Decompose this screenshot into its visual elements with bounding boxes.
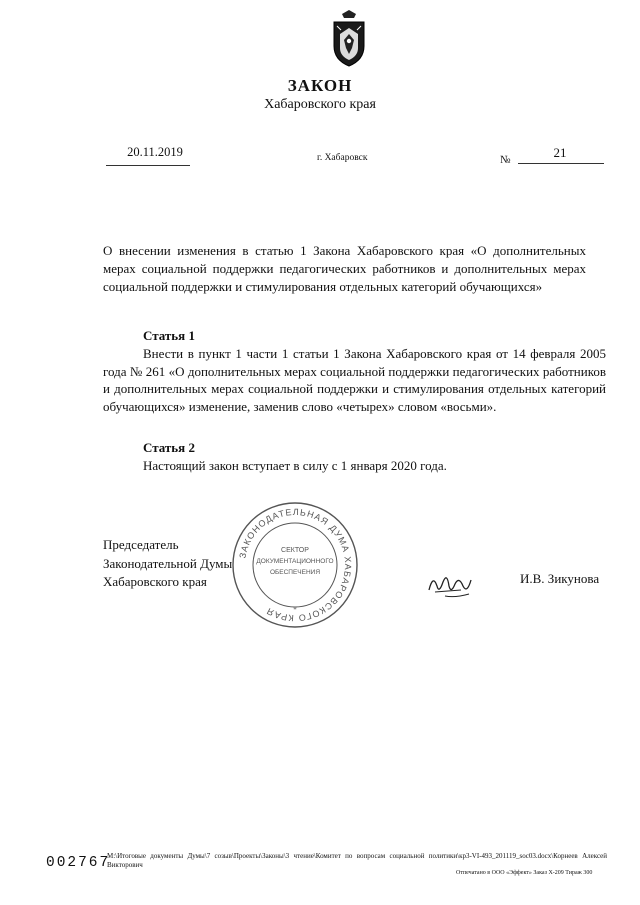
- city: г. Хабаровск: [317, 153, 368, 163]
- signatory-name: И.В. Зикунова: [520, 571, 600, 586]
- law-date: 20.11.2019: [127, 145, 183, 159]
- law-heading: О внесении изменения в статью 1 Закона Хабаровского края «О дополнительных мерах социальной поддержки педагогических работников и дополнительных мерах социальной поддержки и стимулирования отдельных категорий обучающихся»: [103, 243, 586, 294]
- stamp-line-1: СЕКТОР: [281, 547, 309, 554]
- file-path: М:\Итоговые документы Думы\7 созыв\Проекты\Законы\3 чтение\Комитет по вопросам социальной политики\кр3-VI-493_201119_soc03.docx\Корнеев Алексей Викторович: [107, 852, 607, 869]
- number-sign: №: [500, 154, 511, 166]
- stamp-line-2: ДОКУМЕНТАЦИОННОГО: [256, 558, 334, 565]
- handwritten-signature-icon: [425, 568, 477, 600]
- registration-number: 002767: [46, 855, 111, 871]
- article-2-text: Настоящий закон вступает в силу с 1 января 2020 года.: [143, 458, 447, 473]
- signatory-line-1: Председатель: [103, 537, 179, 552]
- signatory-line-2: Законодательной Думы: [103, 555, 233, 571]
- official-seal-icon: [230, 500, 360, 630]
- article-2-title: Статья 2: [143, 440, 195, 455]
- svg-text:*: *: [293, 606, 297, 614]
- law-number: 21: [553, 145, 567, 160]
- article-1-text: Внести в пункт 1 части 1 статьи 1 Закона Хабаровского края от 14 февраля 2005 года № 261 «О дополнительных мерах социальной поддержки педагогических работников и дополнительных мерах социальной поддержки и стимулирования отдельных категорий обучающихся» изменение, заменив слово «четырех» словом «восьми».: [103, 346, 606, 414]
- signatory-line-3: Хабаровского края: [103, 574, 207, 589]
- print-info: Отпечатано в ООО «Эффект» Заказ Х-209 Тираж 300: [456, 870, 593, 876]
- number-underline: [518, 163, 604, 164]
- document-subtitle: Хабаровского края: [264, 97, 376, 112]
- coat-of-arms-icon: [330, 8, 368, 68]
- stamp-ring-text: ЗАКОНОДАТЕЛЬНАЯ ДУМА ХАБАРОВСКОГО КРАЯ: [237, 506, 354, 624]
- article-1-title: Статья 1: [143, 328, 195, 343]
- signatory-position: [103, 536, 232, 592]
- stamp-line-3: ОБЕСПЕЧЕНИЯ: [269, 569, 321, 576]
- document-title: ЗАКОН: [287, 76, 353, 95]
- date-underline: [106, 165, 190, 166]
